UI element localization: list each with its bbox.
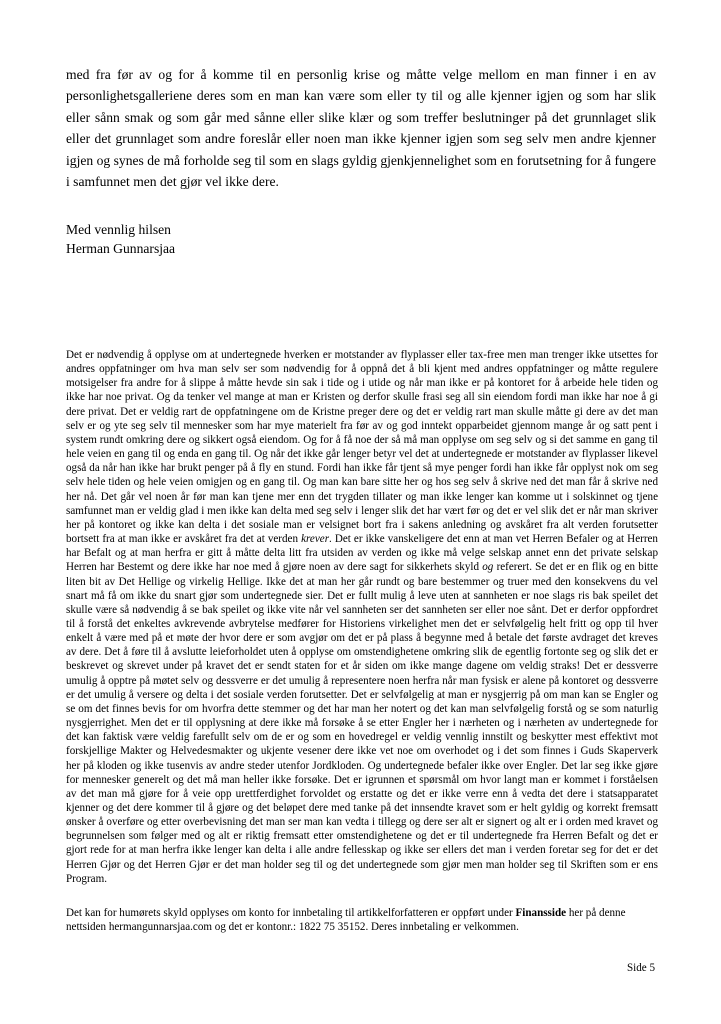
signature-block [66, 220, 656, 258]
footer-paragraph-part1: Det kan for humørets skyld opplyses om konto for innbetaling til artikkelforfatteren er oppført under [66, 907, 513, 919]
main-paragraph-emphasis-krever: krever [301, 533, 330, 546]
main-paragraph-part3: referert. Se det er en flik og en bitte liten bit av Det Hellige og virkelig Hellige. Ikke det at man her går rundt og bare bestemmer og truer med den konsekvens du vel snart må få om ikke du snart gjør som undertegnede sier. Det er fullt mulig å leve uten at sannheten er noe slags ris bak speilet det skulle være så nødvendig å se bak speilet og ikke vite når vel sannheten ser det sannheten ser eller noe sånt. Det er derfor oppfordret til å forstå det enkeltes avkrevende avbrytelse medfører for Historiens virkelighet men det er selvfølgelig helt fritt og opp til hver enkelt å være med på et møte der hvor dere er som avgjør om det er på plass å begynne med å betale det første avdraget det kreves av dere. Det å føre til å avslutte leieforholdet uten å opplyse om omstendighetene omkring slik de egentlig fortonte seg og slik det er beskrevet og skrevet under på kravet det er sendt staten for et år siden om ikke mange dagene om veldig straks! Det er dessverre umulig å opptre på møtet selv og dessverre er det umulig å representere noen herfra når man fysisk er alene på kontoret og dessverre er det umulig å versere og delta i det sosiale verden forutsetter. Det er selvfølgelig at man er nysgjerrig på om man kan se Engler og se om det finnes bevis for om hvorfra dette stemmer og det har man her notert og det kan man selvfølgelig forstå og se som naturlig nysgjerrighet. Men det er til opplysning at dere ikke må forsøke å se etter Engler her i nærheten og i nærheten av undertegnede for det kan faktisk være veldig farefullt selv om de er og som en hovedregel er veldig vennlig innstilt og beskytter mest effektivt mot forskjellige Makter og Helvedesmakter og ukjente vesener dere ikke vet noe om overhodet og i det som finnes i Guds Skaperverk her på kloden og ikke tusenvis av andre steder utenfor Jordkloden. Og undertegnede befaler ikke over Engler. Det lar seg ikke gjøre for mennesker generelt og det må man heller ikke forsøke. Det er igrunnen et spørsmål om hvor langt man er kommet i forståelsen av det man må gjøre for å veie opp urettferdighet forvoldet og erstatte og det er ikke verre enn å vedta det dere i statsapparatet kjenner og det dere kommer til å gjøre og det beløpet dere med tanke på det innsendte kravet som er helt gyldig og korrekt fremsatt ønsker å overføre og etter overbevisning det man ser man kan vedta i tillegg og dere ser alt er signert og alt er i orden med kravet og begrunnelsen som følger med og alt er riktig fremsatt etter omstendighetene og det er til undertegnede fra Herren Befalt og det er gjort rede for at man herfra ikke lenger kan delta i alle andre fellesskap og ikke ser ellers det man i verden foretar seg for det er det Herren Gjør og det Herren Gjør er det man holder seg til og det undertegnede som gjør men man holder seg til Skriften som er ens Program. [66, 561, 659, 885]
main-paragraph [66, 348, 658, 886]
finansside-label: Finansside [515, 907, 567, 919]
footer-paragraph [66, 906, 658, 934]
main-paragraph-part1: Det er nødvendig å opplyse om at undertegnede hverken er motstander av flyplasser eller tax-free men man trenger ikke utsettes for andres oppfatninger om hva man selv ser som nødvendig for å oppnå det å bli kjent med andres oppfatninger og måtte regulere motsigelser fra andre for å slippe å måtte hevde sin sak i tide og i utide og når man ikke er på kontoret for å arbeide hele tiden og ikke har noe privat. Og da tenker vel mange at man er Kristen og derfor skulle frasi seg all sin eiendom fordi man ikke har noe å gi dere privat. Det er veldig rart de oppfatningene om de Kristne preger dere og det er veldig rart man skulle måtte gi dere av det man selv er og yte seg selv til mennesker som har mye materielt fra før av og god inntekt opparbeidet gjennom mange år og satt pent i system rundt omkring dere og sikkert også eiendom. Og for å få noe der så må man opplyse om seg selv og si det samme en gang til hele veien en gang til og enda en gang til. Og når det ikke går lenger betyr vel det at undertegnede er motstander av flyplasser likevel også da når han ikke har brukt penger på å fly en stund. Fordi han ikke får tjent så mye penger fordi han ikke får opplyst nok om seg selv hele tiden og hele veien omigjen og en gang til. Og man kan bare sitte her og hos seg selv å skrive ned det man får å skrive ned her nå. Det går vel noen år før man kan tjene mer enn det trygden tillater og man ikke lenger kan komme ut i solskinnet og tjene samfunnet man er veldig glad i men ikke kan delta med seg selv i lenger slik det har vært før og det er vel slik det er når man skriver her på kontoret og ikke kan delta i det sosiale man er velsignet bort fra i sakens anledning og avskåret fra alt verden forutsetter bortsett fra at man ikke er avskåret fra det at verden [66, 349, 658, 546]
footer-paragraph-part2: her på denne nettsiden hermangunnarsjaa.com og det er kontonr.: 1822 75 35152. Deres innbetaling er velkommen. [66, 907, 626, 934]
intro-paragraph: med fra før av og for å komme til en personlig krise og måtte velge mellom en man finner i en av personlighetsgalleriene deres som en man kan være som eller ty til og alle kjenner igjen og som har slik eller sånn smak og som går med sånne eller slike klær og som treffer beslutninger på det grunnlaget slik eller det grunnlaget som andre foreslår eller noen man ikke kjenner igjen som seg selv men andre kjenner igjen og synes de må forholde seg til som en slags gyldig gjenkjennelighet som en forutsetning for å fungere i samfunnet men det gjør vel ikke dere. [66, 67, 656, 190]
main-paragraph-part2: . Det er ikke vanskeligere det enn at man vet Herren Befaler og at Herren har Befalt og at man herfra er gitt å måtte delta litt fra utsiden av verden og ikke må velge selskap annet enn det private selskap Herren har Bestemt og dere ikke har noe med å gjøre noen av dere sagt for sikkerhets skyld [66, 533, 658, 574]
signature-closing: Med vennlig hilsen [66, 222, 171, 238]
letter-top [66, 64, 656, 258]
signature-name: Herman Gunnarsjaa [66, 241, 176, 257]
page-number: Side 5 [626, 962, 655, 974]
main-paragraph-emphasis-og: og [482, 561, 494, 574]
